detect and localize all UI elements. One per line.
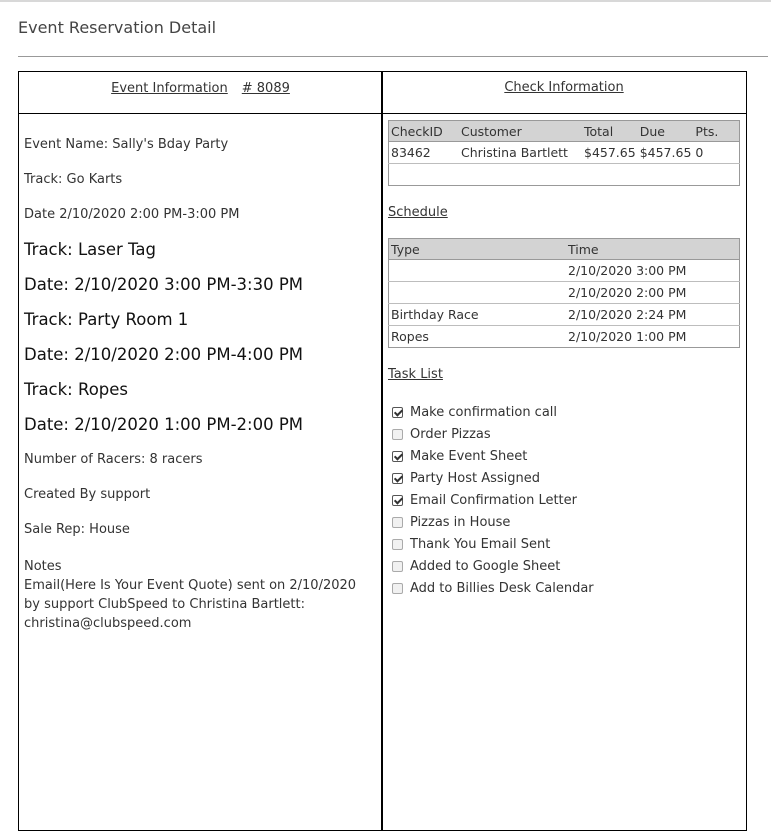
task-label: Email Confirmation Letter [410,492,577,508]
task-pizzas-in-house[interactable] [392,511,594,533]
track-ropes: Track: Ropes [24,380,129,399]
table-row[interactable] [389,282,740,304]
task-label: Pizzas in House [410,514,511,530]
number-of-racers: Number of Racers: 8 racers [24,452,203,467]
check-information-header [382,72,746,114]
cell-total: $457.65 [582,142,638,164]
event-number-link[interactable]: # 8089 [241,81,290,96]
schedule-table-header-row [389,239,740,260]
task-checkbox[interactable] [392,517,403,528]
cell-due: $457.65 [638,142,694,164]
task-added-to-google-sheet[interactable] [392,555,594,577]
task-label: Make Event Sheet [410,448,528,464]
task-list-link[interactable]: Task List [388,367,443,382]
task-label: Make confirmation call [410,404,558,420]
task-checkbox[interactable] [392,539,403,550]
event-information-header [19,72,382,114]
task-list [392,401,594,599]
task-label: Added to Google Sheet [410,558,561,574]
column-header-pts: Pts. [693,121,739,142]
task-make-event-sheet[interactable] [392,445,594,467]
check-information-panel [381,71,747,831]
table-row-empty [389,164,740,186]
event-information-link[interactable]: Event Information [111,81,228,96]
top-border [0,0,771,2]
check-table [388,120,740,186]
table-row[interactable] [389,142,740,164]
task-label: Add to Billies Desk Calendar [410,580,594,596]
task-thank-you-email-sent[interactable] [392,533,594,555]
schedule-table [388,238,740,348]
notes-text: Email(Here Is Your Event Quote) sent on 2/10/2020 by support ClubSpeed to Christina Bartlett: christina@clubspeed.com [24,578,357,631]
task-party-host-assigned[interactable] [392,467,594,489]
column-header-due: Due [638,121,694,142]
sale-rep: Sale Rep: House [24,522,130,537]
cell-type: Ropes [391,329,429,344]
event-name: Event Name: Sally's Bday Party [24,137,229,152]
cell-time: 2/10/2020 2:24 PM [566,304,740,326]
task-checkbox[interactable] [392,495,403,506]
cell-pts: 0 [693,142,739,164]
column-header-checkid: CheckID [389,121,460,142]
task-add-to-billies-desk-calendar[interactable] [392,577,594,599]
check-table-header-row [389,121,740,142]
cell-time: 2/10/2020 1:00 PM [568,329,687,344]
column-header-total: Total [582,121,638,142]
task-label: Order Pizzas [410,426,491,442]
cell-checkid: 83462 [389,142,460,164]
event-information-panel [18,71,383,831]
notes-label: Notes [24,559,62,574]
cell-type [389,260,567,282]
task-checkbox[interactable] [392,473,403,484]
date-laser-tag: Date: 2/10/2020 3:00 PM-3:30 PM [24,275,304,294]
task-checkbox[interactable] [392,429,403,440]
task-checkbox[interactable] [392,407,403,418]
schedule-link[interactable]: Schedule [388,205,448,220]
page-title: Event Reservation Detail [18,18,217,37]
cell-time: 2/10/2020 2:00 PM [566,282,740,304]
cell-customer: Christina Bartlett [459,142,582,164]
notes-block [24,557,374,633]
task-make-confirmation-call[interactable] [392,401,594,423]
track-party-room: Track: Party Room 1 [24,310,189,329]
track-go-karts: Track: Go Karts [24,172,123,187]
column-header-customer: Customer [459,121,582,142]
column-header-time: Time [566,239,740,260]
created-by: Created By support [24,487,151,502]
table-row[interactable] [389,326,740,348]
check-information-link[interactable]: Check Information [504,80,624,95]
date-ropes: Date: 2/10/2020 1:00 PM-2:00 PM [24,415,304,434]
cell-time: 2/10/2020 3:00 PM [566,260,740,282]
cell-type: Birthday Race [389,304,567,326]
date-party-room: Date: 2/10/2020 2:00 PM-4:00 PM [24,345,304,364]
date-go-karts: Date 2/10/2020 2:00 PM-3:00 PM [24,207,240,222]
cell-type [389,282,567,304]
task-order-pizzas[interactable] [392,423,594,445]
table-row[interactable] [389,304,740,326]
task-label: Thank You Email Sent [410,536,551,552]
task-label: Party Host Assigned [410,470,541,486]
title-divider [18,56,768,57]
table-row[interactable] [389,260,740,282]
column-header-type: Type [389,239,567,260]
task-checkbox[interactable] [392,583,403,594]
track-laser-tag: Track: Laser Tag [24,240,156,259]
task-checkbox[interactable] [392,561,403,572]
task-email-confirmation-letter[interactable] [392,489,594,511]
task-checkbox[interactable] [392,451,403,462]
